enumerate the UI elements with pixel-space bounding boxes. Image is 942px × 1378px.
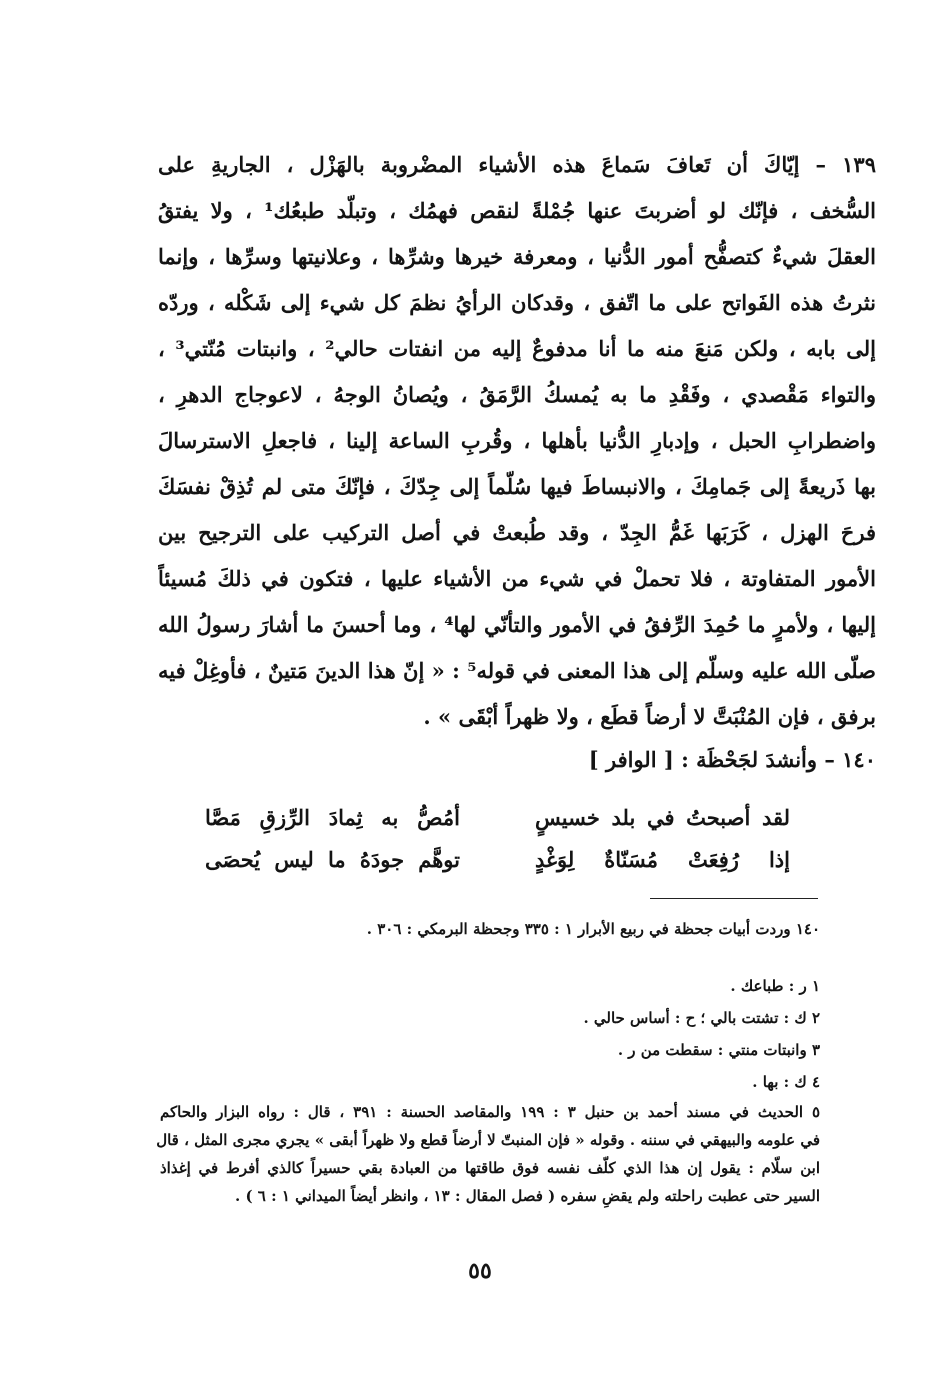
footnote: ٥ الحديث في مسند أحمد بن حنبل ٣ : ١٩٩ والمقاصد الحسنة : ٣٩١ ، قال : رواه البزار والحاكم: [160, 1103, 821, 1121]
verse-line: [205, 838, 790, 882]
source-note: ١٤٠ وردت أبيات جحظة في ربيع الأبرار ١ : ٣٣٥ وجحظة البرمكي : ٣٠٦ .: [366, 920, 820, 938]
footnote: ابن سلّام : يقول إن هذا الذي كلّف نفسه فوق طاقتها من العبادة بقي حسيراً كالذي أفرط في إغذاذ: [160, 1159, 820, 1177]
text-line: ١٣٩ – إيّاكَ أن تَعافَ سَماعَ هذه الأشياء المضْروبة بالهَزْل ، الجاريةِ على: [158, 152, 876, 177]
verse-second-hemistich: توهَّم جودَهُ ما ليس يُحصَى: [205, 847, 460, 872]
text-line: فرحَ الهزل ، كَرَبَها غَمُّ الجِدّ ، وقد طُبعتْ في أصل التركيب على الترجيح بين: [158, 520, 876, 545]
verse-first-hemistich: لقد أصبحتُ في بلد خسيسٍ: [535, 805, 790, 830]
text-line: صلّى الله عليه وسلّم إلى هذا المعنى في قوله⁵ : « إنّ هذا الدينَ مَتينٌ ، فأوغِلْ فيه: [158, 658, 876, 683]
text-line: واضطرابِ الحبل ، وإدبارِ الدُّنيا بأهلها ، وقُربِ الساعة إلينا ، فاجعلِ الاسترسالَ: [158, 428, 876, 453]
text-line: برفق ، فإن المُنْبَتَّ لا أرضاً قطَع ، ولا ظهراً أبْقَى » .: [423, 704, 876, 729]
text-line: إليها ، ولأمرٍ ما حُمِدَ الرِّفقُ في الأمور والتأنّي لها⁴ ، وما أحسنَ ما أشارَ رسولُ الله: [158, 612, 876, 637]
footnote-separator: [650, 898, 818, 899]
section-heading-140: ١٤٠ – وأنشدَ لجَحْظَة : [ الوافر ]: [588, 747, 876, 772]
footnote: السير حتى عطبت راحلته ولم يقضِ سفره ( فصل المقال : ١٣ ، وانظر أيضاً الميداني ١ : ٦ ) .: [235, 1187, 820, 1205]
verse-second-hemistich: أمُصُّ به ثِمادَ الرِّزقِ مَصَّا: [205, 805, 460, 830]
main-text: [158, 142, 876, 740]
text-line: نثرتُ هذه الفَواتح على ما اتّفق ، وقدكان الرأيُ نظمَ كل شيء إلى شَكْله ، وردّه: [158, 290, 876, 315]
footnote: ٢ ك : تشتت بالي ؛ ح : أساس حالي .: [583, 1009, 820, 1027]
verse-first-hemistich: إذا رُفِعَتْ مُسَنّاةٌ لِوَغْدٍ: [535, 847, 790, 872]
text-line: إلى بابه ، ولكن مَنعَ منه ما أنا مدفوعٌ إليه من انفتات حالي² ، وانبتات مُنّتي³ ،: [158, 336, 876, 361]
text-line: السُّخف ، فإنّك لو أضربتَ عنها جُمْلةً لنقص فهمُك ، وتبلّد طبعُك¹ ، ولا يفتقُ: [158, 198, 876, 223]
page-number: ٥٥: [468, 1258, 492, 1284]
text-line: الأمور المتفاوتة ، فلا تحملْ في شيء من الأشياء عليها ، فتكون في ذلكَ مُسيئاً: [158, 566, 876, 591]
footnote: في علومه والبيهقي في سننه . وقوله « فإن المنبتّ لا أرضاً قطع ولا ظهراً أبقى » يجري مجرى المثل ، قال: [156, 1131, 820, 1149]
footnote: ٤ ك : بها .: [752, 1073, 820, 1091]
footnote: ١ ر : طباعك .: [730, 977, 820, 995]
verse-line: [205, 796, 790, 840]
text-line: بها ذَريعةً إلى جَمامِكَ ، والانبساطَ فيها سُلّماً إلى جِدّكَ ، فإنّكَ متى لم تُذِقْ نفسَكَ: [158, 474, 876, 499]
text-line: والتواء مَقْصدي ، وفَقْدِ ما به يُمسكُ الرَّمَقُ ، ويُصانُ الوجهُ ، لاعوجاج الدهرِ ،: [158, 382, 876, 407]
text-line: العقلَ شيءٌ كتصفُّح أمور الدُّنيا ، ومعرفة خيرها وشرِّها ، وعلانيتها وسرِّها ، وإنما: [158, 244, 876, 269]
footnote: ٣ وانبتات منتي : سقطت من ر .: [617, 1041, 820, 1059]
